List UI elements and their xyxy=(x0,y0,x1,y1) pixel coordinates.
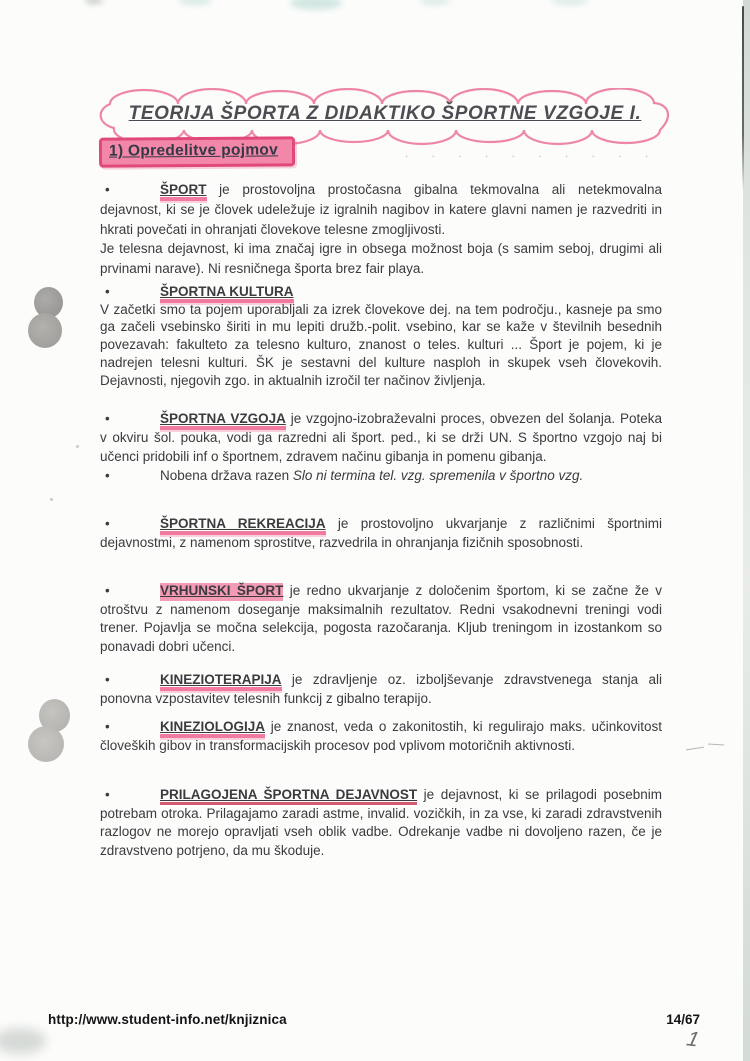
scan-smudge xyxy=(178,0,212,5)
term-vrhunski-sport: VRHUNSKI ŠPORT xyxy=(160,583,284,598)
term-sportna-rekreacija: ŠPORTNA REKREACIJA xyxy=(160,516,326,531)
term-sport: ŠPORT xyxy=(160,182,207,197)
definition-sport xyxy=(100,180,662,279)
bullet-glyph: • xyxy=(105,719,110,734)
definition-text: je prostovoljno ukvarjanje z različnimi športnimi dejavnostmi, z namenom sprostitve, razvedrila in ohranjanja fizičnih sposobnosti. xyxy=(100,516,662,550)
definition-sportna-kultura xyxy=(100,283,662,389)
scan-smudge xyxy=(290,0,342,10)
definition-prilagojena-sportna-dejavnost xyxy=(100,786,662,860)
handwritten-page-mark: 1 xyxy=(684,1027,702,1052)
definition-sportna-rekreacija xyxy=(100,515,662,552)
bullet-glyph: • xyxy=(105,182,110,197)
definition-text: je dejavnost, ki se prilagodi posebnim potrebam otroka. Prilagajamo zaradi astme, invalid. vozičkih, in za vse, ki zaradi zdravstvenih razlogov ne morejo opravljati vseh oblik vadbe. Odrekanje vadbe ni dovoljeno razen, če je zdravstveno potrjeno, da mu škoduje. xyxy=(100,787,662,858)
speck xyxy=(76,445,79,448)
definition-sportna-vzgoja xyxy=(100,409,662,485)
definition-text: V začetki smo ta pojem uporabljali za izrek človekove dej. na tem področju., kasneje pa smo ga začeli vsebinsko širiti in mu lepiti družb.-polit. vsebino, kar se kaže v številnih besednih povezavah: fakulteto za telesno kulturo, znanost o teles. kulturi ... Šport je pojem, ki je nadrejen telesni kulturi. ŠK je sestavni del kulture nasploh in skupek vseh človekovih. Dejavnosti, njegovih zgo. in aktualnih izročil ter načinov življenja. xyxy=(100,301,662,388)
section-heading-highlight xyxy=(99,136,295,167)
ink-blob xyxy=(28,287,68,349)
bullet-glyph: • xyxy=(105,672,110,687)
bullet-glyph: • xyxy=(105,583,110,598)
scan-edge-strip xyxy=(743,0,750,1061)
faint-dots: . . . . . . . . . . xyxy=(405,146,651,160)
page-title: TEORIJA ŠPORTA Z DIDAKTIKO ŠPORTNE VZGOJE I. xyxy=(128,103,642,124)
pencil-mark xyxy=(686,747,704,751)
bullet-glyph: • xyxy=(105,787,110,802)
definition-kineziologija xyxy=(100,718,662,755)
term-sportna-kultura: ŠPORTNA KULTURA xyxy=(160,284,294,299)
bullet-glyph: • xyxy=(105,284,110,299)
definition-vrhunski-sport xyxy=(100,582,662,656)
speck xyxy=(50,498,53,501)
page-number: 14/67 xyxy=(666,1012,700,1027)
scan-edge-line xyxy=(742,6,744,190)
footer-url: http://www.student-info.net/knjiznica xyxy=(48,1012,287,1027)
note-text: Nobena država razen xyxy=(160,468,293,484)
bullet-glyph: • xyxy=(105,411,110,426)
term-kineziologija: KINEZIOLOGIJA xyxy=(160,719,266,734)
term-sportna-vzgoja: ŠPORTNA VZGOJA xyxy=(160,411,286,426)
section-heading: 1) Opredelitve pojmov xyxy=(108,141,279,160)
definition-text: je znanost, veda o zakonitostih, ki regulirajo maks. učinkovitost človeških gibov in transformacijskih procesov pod vplivom motoričnih aktivnosti. xyxy=(100,719,662,753)
bullet-glyph: • xyxy=(105,516,110,531)
term-kinezioterapija: KINEZIOTERAPIJA xyxy=(160,672,282,687)
definition-text: je zdravljenje oz. izboljševanje zdravstvenega stanja ali ponovna vzpostavitev telesnih funkcij z gibalno terapijo. xyxy=(100,672,662,706)
definition-kinezioterapija xyxy=(100,671,662,708)
definition-text: je prostovoljna prostočasna gibalna tekmovalna ali netekmovalna dejavnost, ki se je človek udeležuje iz igralnih nagibov in katere glavni namen je razvedriti in hkrati povečati in ohranjati človekove telesne zmogljivosti. xyxy=(100,182,662,237)
scan-smudge xyxy=(552,0,588,5)
scan-smudge xyxy=(420,0,450,5)
ink-blob xyxy=(28,699,72,765)
definition-text: Je telesna dejavnost, ki ima značaj igre in obsega možnost boja (s samim seboj, drugimi ali prvinami narave). Ni resničnega športa brez fair playa. xyxy=(100,241,662,277)
bullet-glyph: • xyxy=(105,468,110,484)
note-text-italic: Slo ni termina tel. vzg. spremenila v športno vzg. xyxy=(292,468,584,484)
definition-text: je redno ukvarjanje z določenim športom, ki se začne že v otroštvu z namenom doseganje maksimalnih rezultatov. Redni vsakodnevni treningi vodi trener. Pojavlja se močna selekcija, pogosta razočaranja. Kljub treningom in izostankom so ponavadi dobri učenci. xyxy=(100,583,662,654)
term-prilagojena-sportna-dejavnost: PRILAGOJENA ŠPORTNA DEJAVNOST xyxy=(160,787,418,802)
definition-text: je vzgojno-izobraževalni proces, obvezen del šolanja. Poteka v okviru šol. pouka, vodi ga razredni ali šport. ped., ki se drži UN. S športno vzgojo naj bi učenci pridobili inf o športnem, zdravem načinu gibanja in pomenu gibanja. xyxy=(100,411,662,465)
scan-smudge xyxy=(85,0,103,4)
scan-smudge xyxy=(0,1028,46,1054)
pencil-mark xyxy=(708,743,724,745)
